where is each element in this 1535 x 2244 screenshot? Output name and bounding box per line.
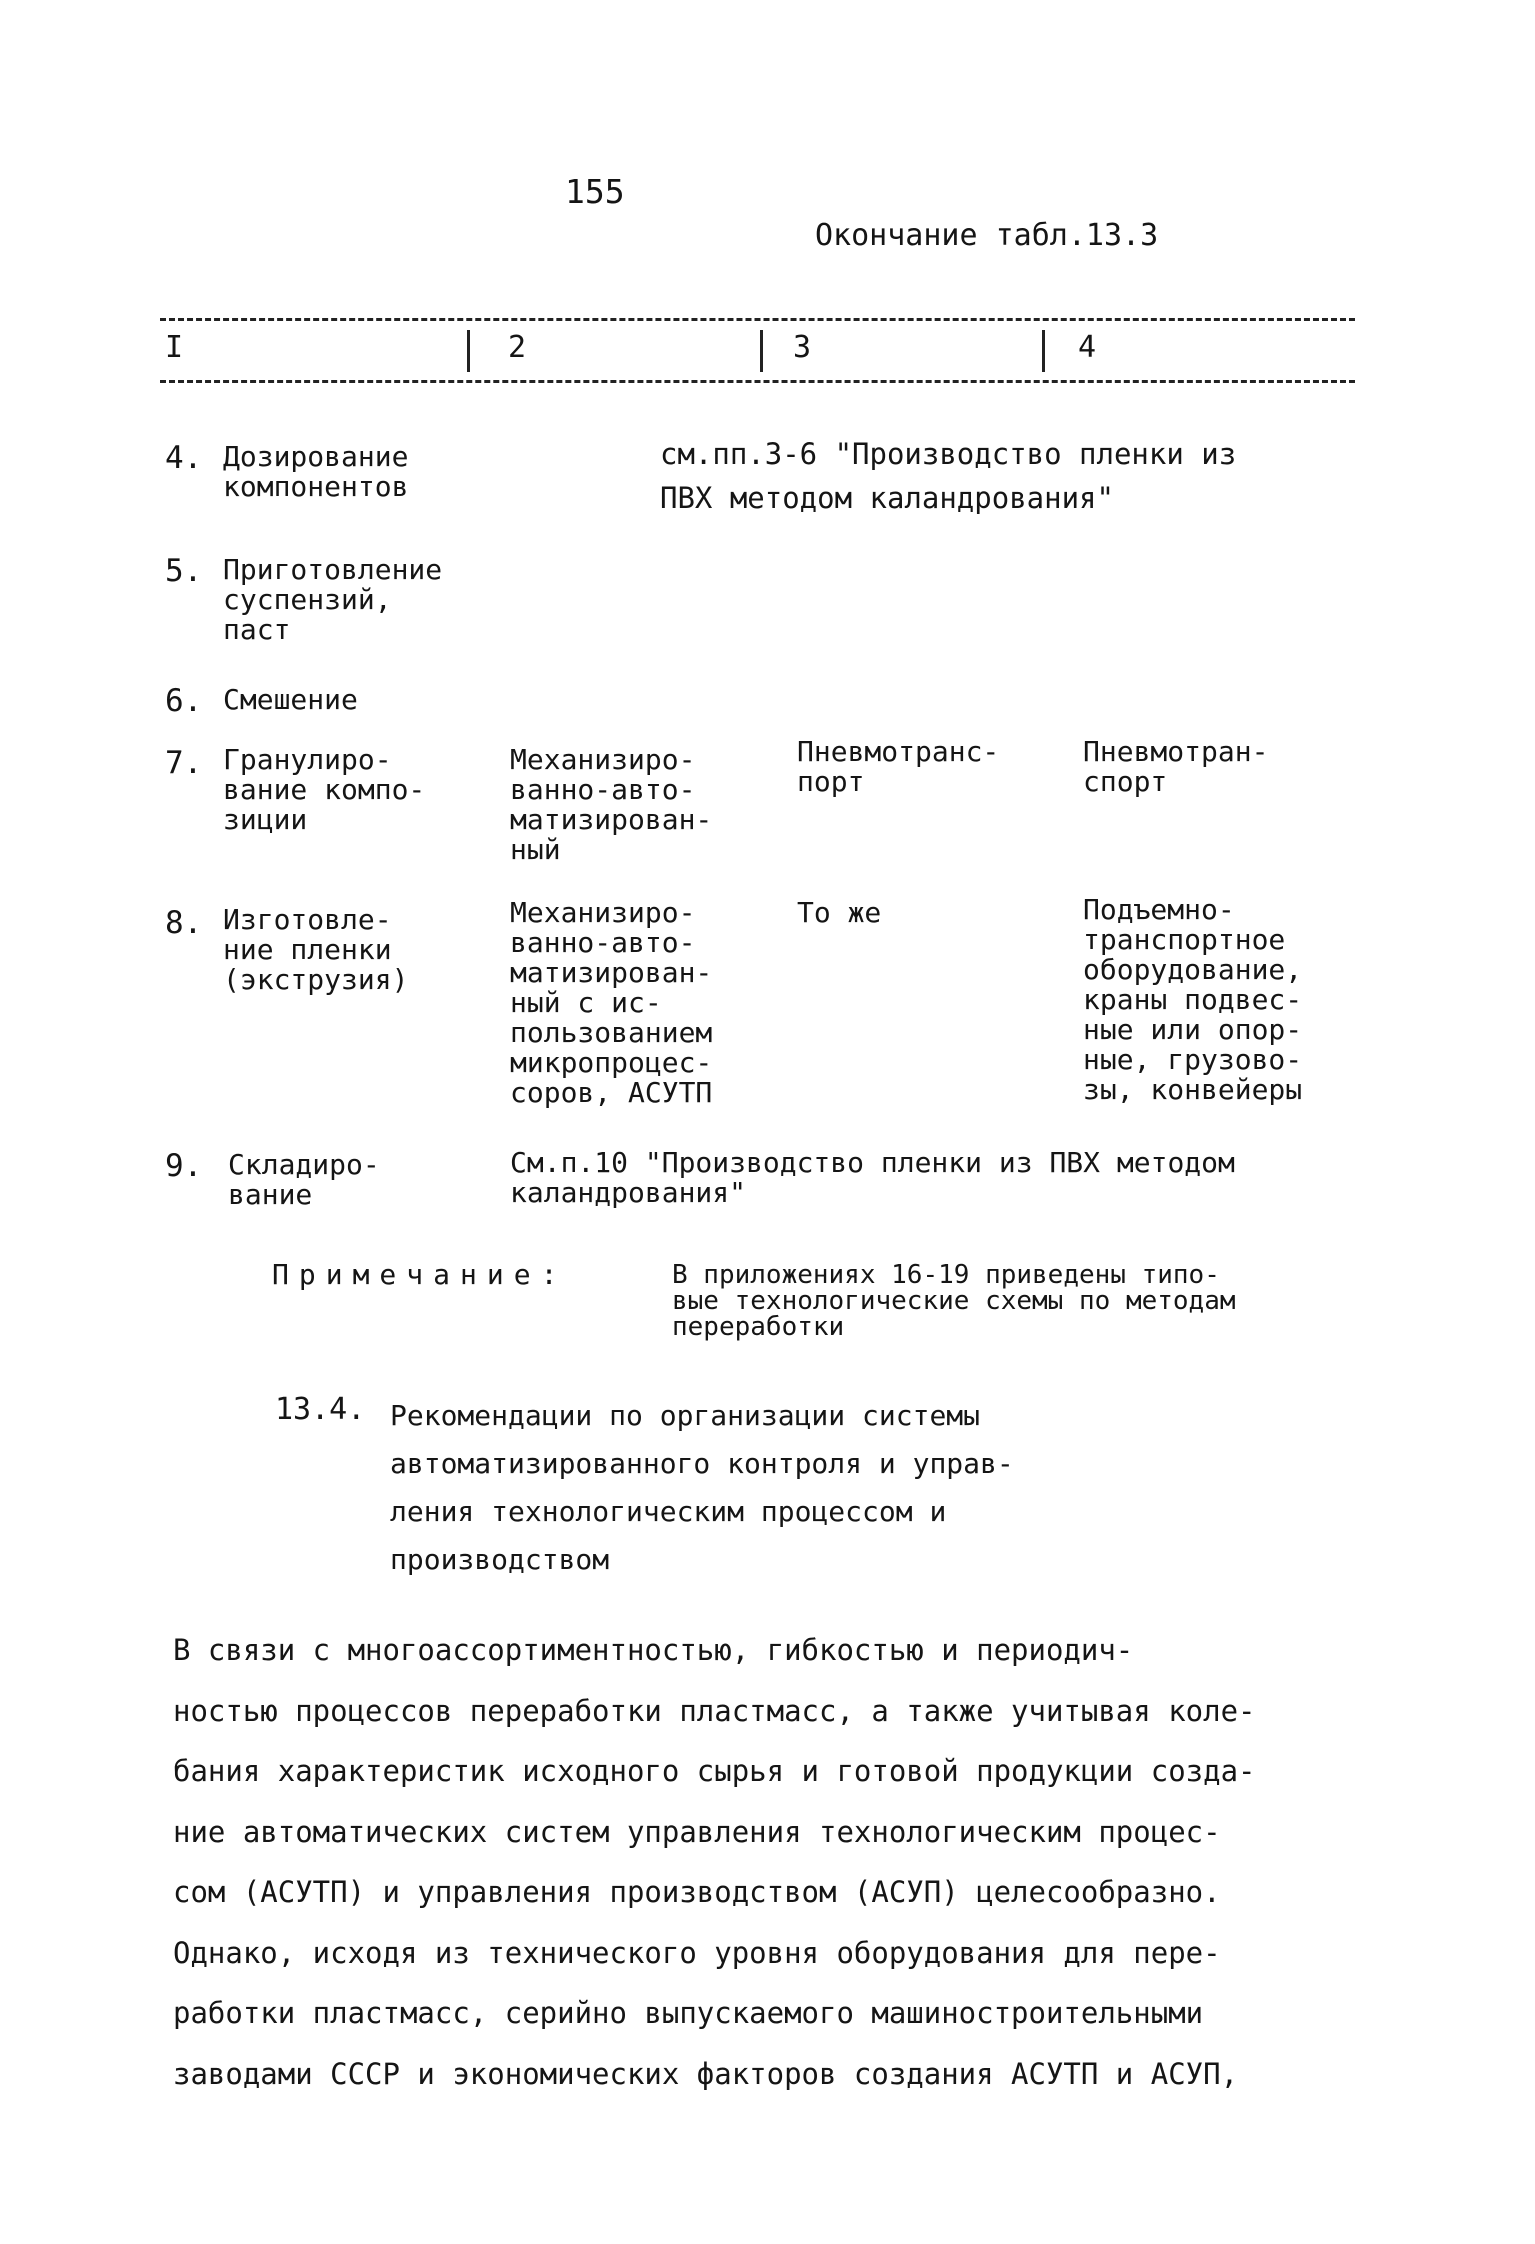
column-divider: [1042, 330, 1045, 372]
note-label: Примечание:: [272, 1258, 568, 1291]
note-text: В приложениях 16-19 приведены типо- вые технологические схемы по методам переработки: [672, 1260, 1236, 1342]
table-top-rule: [160, 318, 1355, 321]
row-number: 5.: [165, 553, 203, 589]
row-stage: Гранулиро- вание компо- зиции: [223, 743, 426, 836]
row-number: 4.: [165, 440, 203, 476]
section-title: Рекомендации по организации системы автоматизированного контроля и управ- ления технологическим процессом и производством: [390, 1399, 1014, 1576]
column-header-4: 4: [1078, 330, 1097, 365]
row-col3: То же: [797, 896, 882, 929]
row-col4: Пневмотран- спорт: [1083, 735, 1269, 798]
column-divider: [467, 330, 470, 372]
row-span-reference: См.п.10 "Производство пленки из ПВХ методом каландрования": [510, 1146, 1235, 1209]
table-caption: Окончание табл.13.3: [815, 218, 1159, 253]
row-col2: Механизиро- ванно-авто- матизирован- ный: [510, 743, 713, 866]
page-number: 155: [565, 172, 625, 211]
row-stage: Изготовле- ние пленки (экструзия): [223, 903, 409, 996]
row-col4: Подъемно- транспортное оборудование, краны подвес- ные или опор- ные, грузово- зы, конвейеры: [1083, 893, 1303, 1106]
row-stage: Складиро- вание: [228, 1148, 380, 1211]
row-stage: Дозирование компонентов: [223, 440, 409, 503]
row-span-reference: см.пп.3-6 "Производство пленки из ПВХ методом каландрования": [660, 437, 1237, 515]
column-header-2: 2: [508, 330, 527, 365]
row-number: 6.: [165, 683, 203, 719]
column-divider: [760, 330, 763, 372]
body-paragraph: В связи с многоассортиментностью, гибкостью и периодич- ностью процессов переработки пластмасс, а также учитывая коле- бания характеристик исходного сырья и готовой продукции созда- ние автоматических систем управления технологическим процес- сом (АСУТП) и управления производством (АСУП) целесообразно. Однако, исходя из технического уровня оборудования для пере- работки пластмасс, серийно выпускаемого машиностроительными заводами СССР и экономических факторов создания АСУТП и АСУП,: [173, 1633, 1256, 2091]
section-number: 13.4.: [275, 1392, 366, 1427]
table-header-rule: [160, 380, 1355, 383]
row-stage: Приготовление суспензий, паст: [223, 553, 443, 646]
row-col2: Механизиро- ванно-авто- матизирован- ный с ис- пользованием микропроцес- соров, АСУТП: [510, 896, 713, 1109]
column-header-1: I: [165, 330, 184, 365]
row-col3: Пневмотранс- порт: [797, 735, 1000, 798]
column-header-3: 3: [793, 330, 812, 365]
row-number: 9.: [165, 1148, 203, 1184]
row-stage: Смешение: [223, 683, 358, 716]
row-number: 7.: [165, 745, 203, 781]
row-number: 8.: [165, 905, 203, 941]
